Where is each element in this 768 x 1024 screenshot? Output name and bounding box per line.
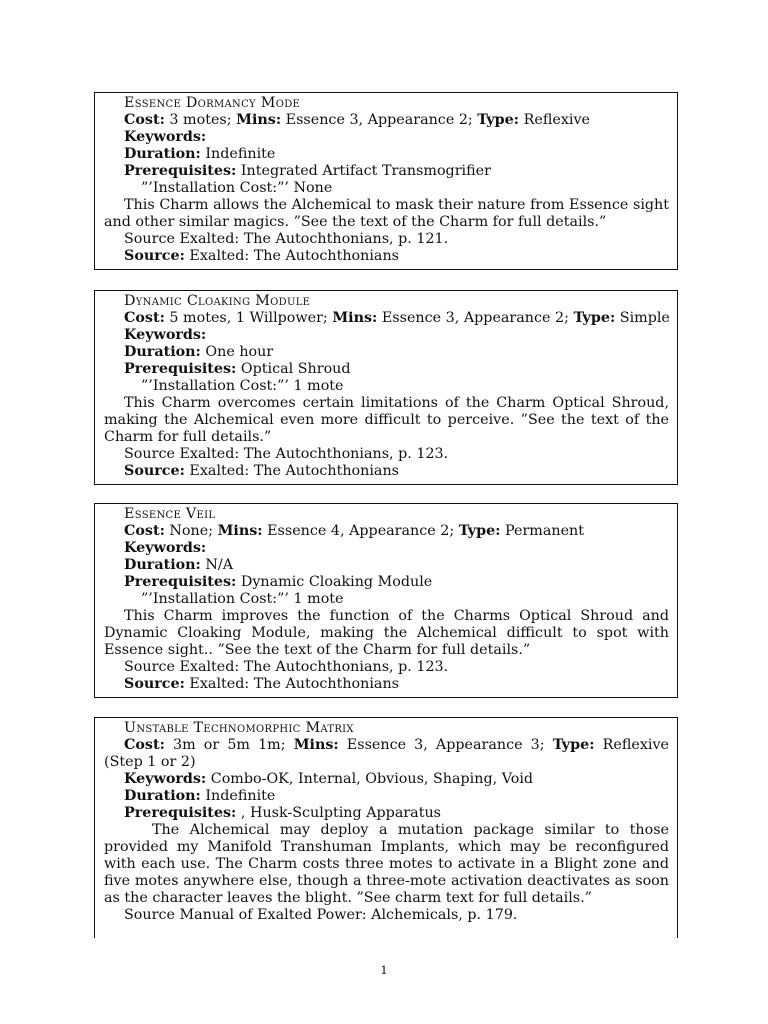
prerequisites-label: Prerequisites: — [124, 361, 237, 377]
keywords-label: Keywords: — [124, 129, 207, 145]
charm-entry — [94, 92, 678, 270]
keywords-line — [104, 129, 669, 146]
type-value: Reflexive — [523, 112, 590, 128]
prerequisites-label: Prerequisites: — [124, 574, 237, 590]
keywords-label: Keywords: — [124, 327, 207, 343]
mins-label: Mins: — [236, 112, 282, 128]
installation-cost: ”’Installation Cost:”’ None — [141, 180, 333, 196]
type-label: Type: — [477, 112, 520, 128]
prerequisites-value: , Husk-Sculpting Apparatus — [240, 805, 441, 821]
cost-label: Cost: — [124, 112, 165, 128]
source-value: Exalted: The Autochthonians — [189, 248, 399, 264]
cost-line — [104, 112, 669, 129]
source-line — [104, 463, 669, 480]
prerequisites-value: Optical Shroud — [240, 361, 351, 377]
duration-line — [104, 788, 669, 805]
keywords-label: Keywords: — [124, 540, 207, 556]
prerequisites-value: Dynamic Cloaking Module — [240, 574, 433, 590]
charm-description: This Charm improves the function of the Charms Optical Shroud and Dynamic Cloaking Module, making the Alchemical difficult to spot with Essence sight.. ”See the text of the Charm for full details.” — [104, 608, 669, 658]
charm-description: This Charm overcomes certain limitations of the Charm Optical Shroud, making the Alchemical even more difficult to perceive. ”See the text of the Charm for full details.” — [104, 395, 669, 445]
charm-title: Unstable Technomorphic Matrix — [124, 720, 354, 736]
prerequisites-line — [104, 163, 669, 180]
cost-line — [104, 523, 669, 540]
mins-value: Essence 4, Appearance 2; — [267, 523, 455, 539]
duration-line — [104, 146, 669, 163]
type-label: Type: — [573, 310, 616, 326]
type-label: Type: — [458, 523, 501, 539]
prerequisites-line — [104, 574, 669, 591]
keywords-line — [104, 540, 669, 557]
charm-entry — [94, 290, 678, 485]
keywords-line — [104, 771, 669, 788]
source-reference: Source Manual of Exalted Power: Alchemicals, p. 179. — [124, 907, 518, 923]
source-value: Exalted: The Autochthonians — [189, 463, 399, 479]
keywords-value: Combo-OK, Internal, Obvious, Shaping, Void — [210, 771, 534, 787]
source-label: Source: — [124, 463, 185, 479]
charm-title: Essence Veil — [124, 506, 216, 522]
charm-description: This Charm allows the Alchemical to mask their nature from Essence sight and other similar magics. ”See the text of the Charm for full details.” — [104, 197, 669, 230]
type-value: Simple — [619, 310, 670, 326]
prerequisites-line — [104, 361, 669, 378]
source-value: Exalted: The Autochthonians — [189, 676, 399, 692]
cost-line — [104, 310, 669, 327]
type-value: Permanent — [505, 523, 585, 539]
source-reference: Source Exalted: The Autochthonians, p. 123. — [124, 446, 449, 462]
duration-label: Duration: — [124, 788, 201, 804]
charm-entry — [94, 717, 678, 938]
duration-value: Indefinite — [205, 146, 276, 162]
charm-description: The Alchemical may deploy a mutation package similar to those provided my Manifold Transhuman Implants, which may be reconfigured with each use. The Charm costs three motes to activate in a Blight zone and five motes anywhere else, though a three-mote activation deactivates as soon as the character leaves the blight. ”See charm text for full details.” — [104, 822, 669, 906]
mins-value: Essence 3, Appearance 3; — [346, 737, 545, 753]
cost-label: Cost: — [124, 737, 165, 753]
source-label: Source: — [124, 676, 185, 692]
cost-value: 3m or 5m 1m; — [172, 737, 286, 753]
duration-label: Duration: — [124, 344, 201, 360]
source-line — [104, 676, 669, 693]
duration-value: Indefinite — [205, 788, 276, 804]
mins-value: Essence 3, Appearance 2; — [285, 112, 473, 128]
keywords-label: Keywords: — [124, 771, 207, 787]
duration-label: Duration: — [124, 146, 201, 162]
page-number: 1 — [380, 963, 388, 977]
prerequisites-line — [104, 805, 669, 822]
cost-value: None; — [169, 523, 214, 539]
source-label: Source: — [124, 248, 185, 264]
installation-cost: ”’Installation Cost:”’ 1 mote — [141, 378, 344, 394]
prerequisites-value: Integrated Artifact Transmogrifier — [240, 163, 491, 179]
type-label: Type: — [552, 737, 595, 753]
duration-label: Duration: — [124, 557, 201, 573]
duration-value: One hour — [205, 344, 274, 360]
charm-entry — [94, 503, 678, 698]
mins-label: Mins: — [332, 310, 378, 326]
mins-label: Mins: — [217, 523, 263, 539]
mins-label: Mins: — [293, 737, 339, 753]
installation-cost: ”’Installation Cost:”’ 1 mote — [141, 591, 344, 607]
charm-title: Essence Dormancy Mode — [124, 95, 301, 111]
cost-line — [104, 737, 669, 771]
prerequisites-label: Prerequisites: — [124, 163, 237, 179]
prerequisites-label: Prerequisites: — [124, 805, 237, 821]
type-value: Reflexive (Step 1 or 2) — [104, 737, 670, 770]
mins-value: Essence 3, Appearance 2; — [381, 310, 569, 326]
keywords-line — [104, 327, 669, 344]
duration-value: N/A — [205, 557, 234, 573]
cost-value: 3 motes; — [169, 112, 232, 128]
cost-label: Cost: — [124, 523, 165, 539]
duration-line — [104, 344, 669, 361]
duration-line — [104, 557, 669, 574]
source-reference: Source Exalted: The Autochthonians, p. 121. — [124, 231, 449, 247]
source-reference: Source Exalted: The Autochthonians, p. 123. — [124, 659, 449, 675]
source-line — [104, 248, 669, 265]
charm-title: Dynamic Cloaking Module — [124, 293, 311, 309]
cost-label: Cost: — [124, 310, 165, 326]
cost-value: 5 motes, 1 Willpower; — [169, 310, 328, 326]
